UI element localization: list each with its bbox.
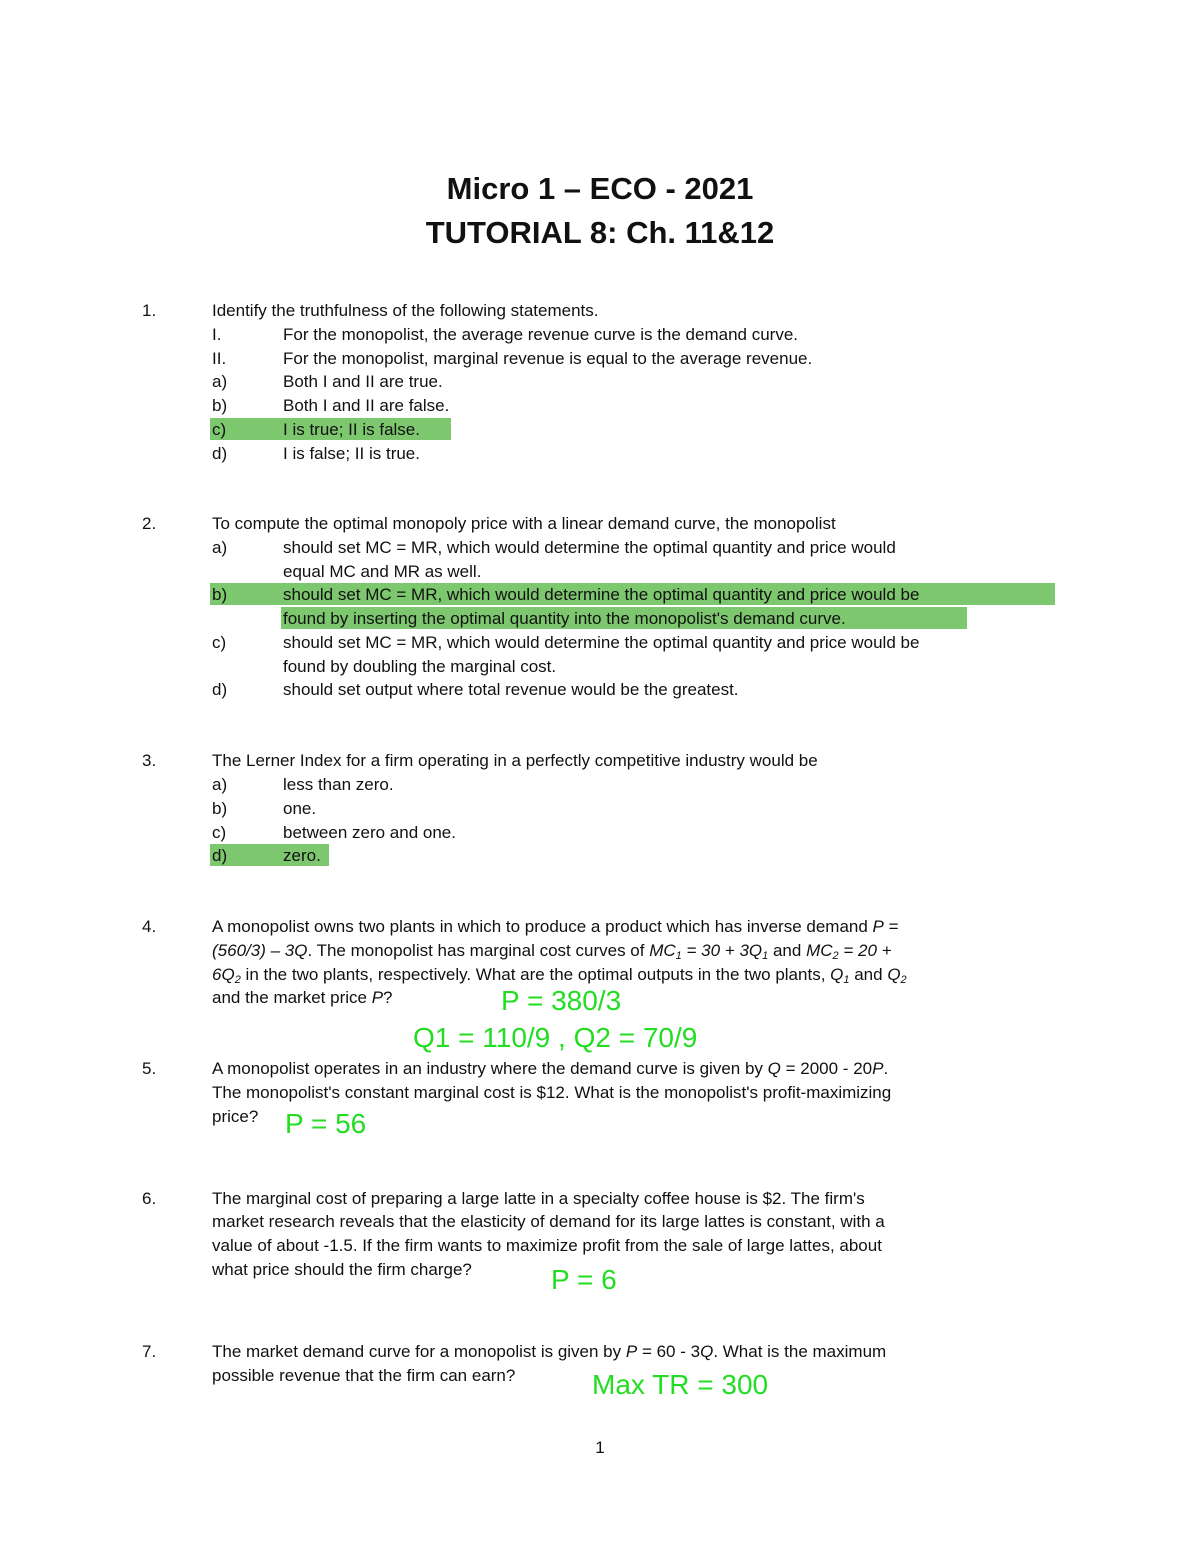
q1-text: Identify the truthfulness of the following statements. — [212, 301, 599, 320]
q1-option-text: Both I and II are true. — [283, 372, 443, 391]
q3-option-label: d) — [212, 846, 228, 865]
q2-option-label: c) — [212, 633, 227, 652]
q2-option-label: b) — [212, 585, 228, 604]
q4-answer-quantities: Q1 = 110/9 , Q2 = 70/9 — [413, 1022, 698, 1053]
q2-text: To compute the optimal monopoly price with a linear demand curve, the monopolist — [212, 514, 836, 533]
q7-number: 7. — [142, 1342, 157, 1361]
q2-option-text: found by inserting the optimal quantity into the monopolist's demand curve. — [283, 609, 846, 628]
q2-option-text: found by doubling the marginal cost. — [283, 657, 557, 676]
q2-option-text: equal MC and MR as well. — [283, 562, 482, 581]
q1-option-text: I is false; II is true. — [283, 444, 420, 463]
q2-option-label: d) — [212, 680, 228, 699]
q6-line-3: value of about -1.5. If the firm wants to maximize profit from the sale of large lattes, about — [212, 1236, 882, 1255]
q3-option-text: less than zero. — [283, 775, 394, 794]
q5-line-3: price? — [212, 1107, 259, 1126]
page-number: 1 — [595, 1438, 605, 1457]
q1-option-label: c) — [212, 420, 227, 439]
q4-line-2: (560/3) – 3Q. The monopolist has marginal cost curves of $MC_1 = 30 + 3Q_1$ and $MC_2 = 20$ + — [212, 941, 892, 962]
q2-option-label: a) — [212, 538, 228, 557]
q5-answer: P = 56 — [285, 1108, 367, 1139]
q6-number: 6. — [142, 1189, 157, 1208]
q1-option-text: I is true; II is false. — [283, 420, 420, 439]
q3-option-text: zero. — [283, 846, 321, 865]
q5-line-2: The monopolist's constant marginal cost is $12. What is the monopolist's profit-maximizing — [212, 1083, 892, 1102]
title-line-1: Micro 1 – ECO - 2021 — [446, 171, 754, 206]
q2-number: 2. — [142, 514, 157, 533]
q1-number: 1. — [142, 301, 157, 320]
q2-option-text: should set MC = MR, which would determine the optimal quantity and price would — [283, 538, 896, 557]
q6-answer: P = 6 — [551, 1264, 617, 1295]
q1-option-label: d) — [212, 444, 228, 463]
q2-option-text: should set MC = MR, which would determine the optimal quantity and price would be — [283, 585, 920, 604]
q4-answer-price: P = 380/3 — [501, 985, 622, 1016]
q4-line-3: $6Q_2$ in the two plants, respectively. What are the optimal outputs in the two plants, $Q_1$ and $Q_2$ — [212, 965, 907, 986]
q3-option-text: one. — [283, 799, 317, 818]
q1-statement-label: II. — [212, 349, 227, 368]
q5-number: 5. — [142, 1059, 157, 1078]
q4-line-4: and the market price P? — [212, 988, 393, 1007]
q2-option-text: should set output where total revenue would be the greatest. — [283, 680, 739, 699]
q5-line-1: A monopolist operates in an industry where the demand curve is given by Q = 2000 - 20P. — [212, 1059, 889, 1078]
q4-line-1: A monopolist owns two plants in which to produce a product which has inverse demand P = — [212, 917, 899, 936]
q2-option-text: should set MC = MR, which would determine the optimal quantity and price would be — [283, 633, 920, 652]
q1-option-label: b) — [212, 396, 228, 415]
q1-statement-text: For the monopolist, marginal revenue is equal to the average revenue. — [283, 349, 813, 368]
q6-line-1: The marginal cost of preparing a large latte in a specialty coffee house is $2. The firm's — [212, 1189, 865, 1208]
q6-line-4: what price should the firm charge? — [212, 1260, 472, 1279]
q7-answer: Max TR = 300 — [592, 1369, 769, 1400]
q3-option-label: b) — [212, 799, 228, 818]
q6-line-2: market research reveals that the elasticity of demand for its large lattes is constant, with a — [212, 1212, 885, 1231]
q1-option-label: a) — [212, 372, 228, 391]
q3-option-label: c) — [212, 823, 227, 842]
q3-option-label: a) — [212, 775, 228, 794]
q4-number: 4. — [142, 917, 157, 936]
title-line-2: TUTORIAL 8: Ch. 11&12 — [425, 215, 775, 250]
q7-line-1: The market demand curve for a monopolist is given by P = 60 - 3Q. What is the maximum — [212, 1342, 887, 1361]
q1-option-text: Both I and II are false. — [283, 396, 450, 415]
q1-statement-text: For the monopolist, the average revenue curve is the demand curve. — [283, 325, 799, 344]
q1-statement-label: I. — [212, 325, 222, 344]
q3-option-text: between zero and one. — [283, 823, 456, 842]
q3-number: 3. — [142, 751, 157, 770]
q3-text: The Lerner Index for a firm operating in a perfectly competitive industry would be — [212, 751, 818, 770]
q7-line-2: possible revenue that the firm can earn? — [212, 1366, 516, 1385]
